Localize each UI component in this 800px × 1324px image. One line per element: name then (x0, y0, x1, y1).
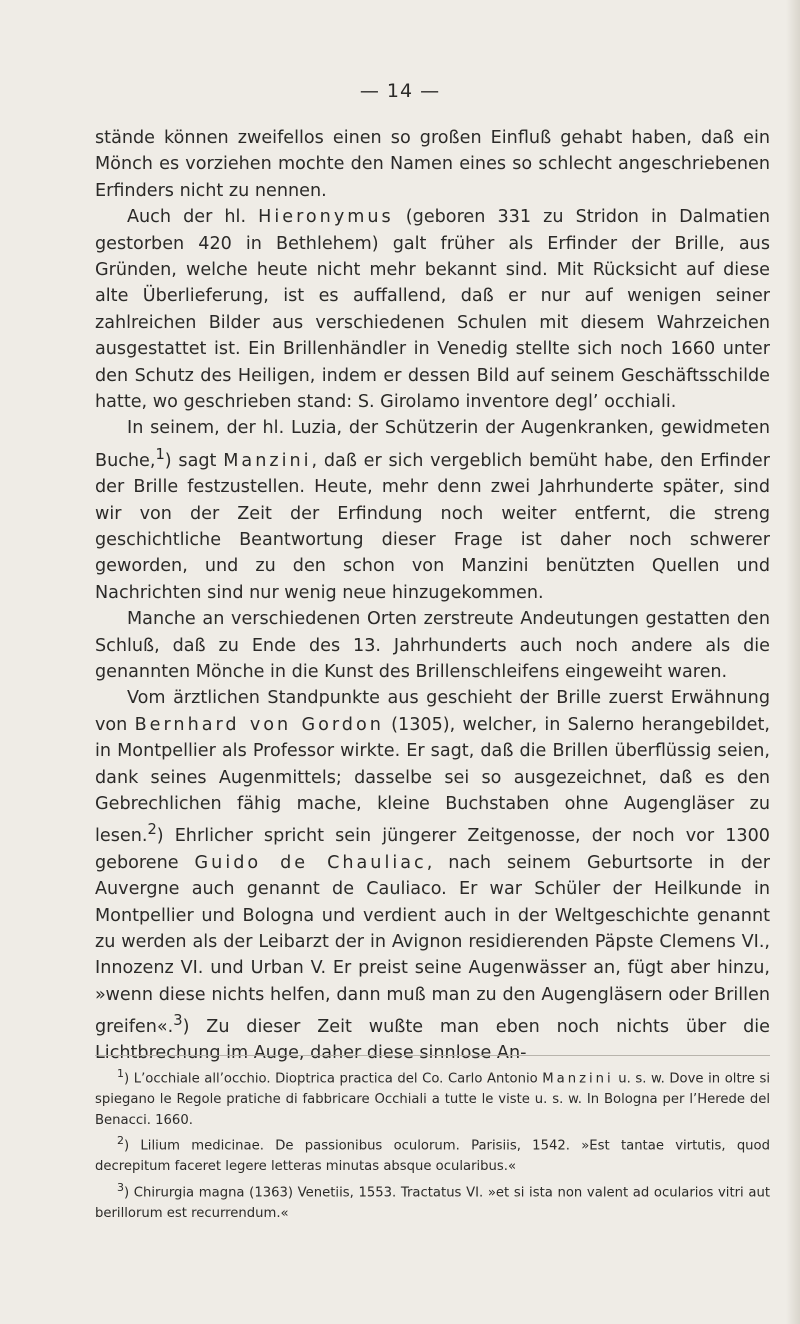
spaced-name-hieronymus: Hieronymus (258, 207, 394, 228)
spaced-name-manzini: Manzini (223, 450, 312, 471)
main-text (95, 125, 770, 1067)
footnote-ref-2: 2 (147, 821, 157, 839)
footnotes (95, 1064, 770, 1224)
page-edge-shadow (786, 0, 800, 1324)
footnote-2: $^2$) Lilium medicinae. De passionibus oculorum. Parisiis, 1542. »Est tantae virtutis, quod decrepitum faceret legere letteras minutas absque ocularibus.« (95, 1134, 770, 1175)
spaced-name-bernhard: Bernhard von Gordon (134, 714, 384, 735)
spaced-name-manzini-footnote: Manzini (542, 1071, 614, 1087)
paragraph-5: Vom ärztlichen Standpunkte aus geschieht der Brille zuerst Erwähnung von Bernhard von Gordon (1305), welcher, in Salerno herangebildet, in Montpellier als Professor wirkte. Er sagt, daß die Brillen überflüssig seien, dank seines Augenmittels; dasselbe sei so ausgezeichnet, daß es den Gebrechlichen fähig mache, kleine Buchstaben ohne Augengläser zu lesen.$^2$) Ehrlicher spricht sein jüngerer Zeitgenosse, der noch vor 1300 geborene Guido de Chauliac, nach seinem Geburtsorte in der Auvergne auch genannt de Cauliaco. Er war Schüler der Heilkunde in Montpellier und Bologna und verdient auch in der Weltgeschichte genannt zu werden als der Leibarzt der in Avignon residierenden Päpste Clemens VI., Innozenz VI. und Urban V. Er preist seine Augenwässer an, fügt aber hinzu, »wenn diese nichts helfen, dann muß man zu den Augengläsern oder Brillen greifen«.$^3$) Zu dieser Zeit wußte man eben noch nichts über die Lichtbrechung im Auge, daher diese sinnlose An- (95, 688, 770, 1064)
footnote-3: $^3$) Chirurgia magna (1363) Venetiis, 1553. Tractatus VI. »et si ista non valent ad ocularios vitri aut berillorum est recurrendum.« (95, 1180, 770, 1221)
spaced-name-guido: Guido de Chauliac (194, 852, 427, 873)
footnote-ref-1: 1 (155, 445, 165, 463)
footnote-ref-3: 3 (173, 1012, 183, 1030)
paragraph-3: In seinem, der hl. Luzia, der Schützerin der Augenkranken, gewidmeten Buche,$^1$) sagt Manzini, daß er sich vergeblich bemüht habe, den Erfinder der Brille festzustellen. Heute, mehr denn zwei Jahrhunderte später, sind wir von der Zeit der Erfindung noch weiter entfernt, die streng geschichtliche Beantwortung dieser Frage ist daher noch schwerer geworden, und zu den schon von Manzini benützten Quellen und Nachrichten sind nur wenig neue hinzugekommen. (95, 418, 770, 603)
footnote-separator (95, 1055, 770, 1056)
page-number: — 14 — (359, 80, 441, 102)
paragraph-2: Auch der hl. Hieronymus (geboren 331 zu Stridon in Dalmatien gestorben 420 in Bethlehem) galt früher als Erfinder der Brille, aus Gründen, welche heute nicht mehr bekannt sind. Mit Rücksicht auf diese alte Überlieferung, ist es auffallend, daß er nur auf wenigen seiner zahlreichen Bilder aus verschiedenen Schulen mit diesem Wahrzeichen ausgestattet ist. Ein Brillenhändler in Venedig stellte sich noch 1660 unter den Schutz des Heiligen, indem er dessen Bild auf seinem Geschäftsschilde hatte, wo geschrieben stand: S. Girolamo inventore degl’ occhiali. (95, 207, 770, 413)
paragraph-4: Manche an verschiedenen Orten zerstreute Andeutungen gestatten den Schluß, daß zu Ende des 13. Jahrhunderts auch noch andere als die genannten Mönche in die Kunst des Brillenschleifens eingeweiht waren. (95, 609, 770, 682)
footnote-1: $^1$) L’occhiale all’occhio. Dioptrica practica del Co. Carlo Antonio Manzini u. s. w. Dove in oltre si spiegano le Regole pratiche di fabbricare Occhiali a tutte le viste u. s. w. In Bologna per l’Herede del Benacci. 1660. (95, 1067, 770, 1128)
paragraph-1: stände können zweifellos einen so großen Einfluß gehabt haben, daß ein Mönch es vorziehen mochte den Namen eines so schlecht angeschriebenen Erfinders nicht zu nennen. (95, 128, 770, 201)
